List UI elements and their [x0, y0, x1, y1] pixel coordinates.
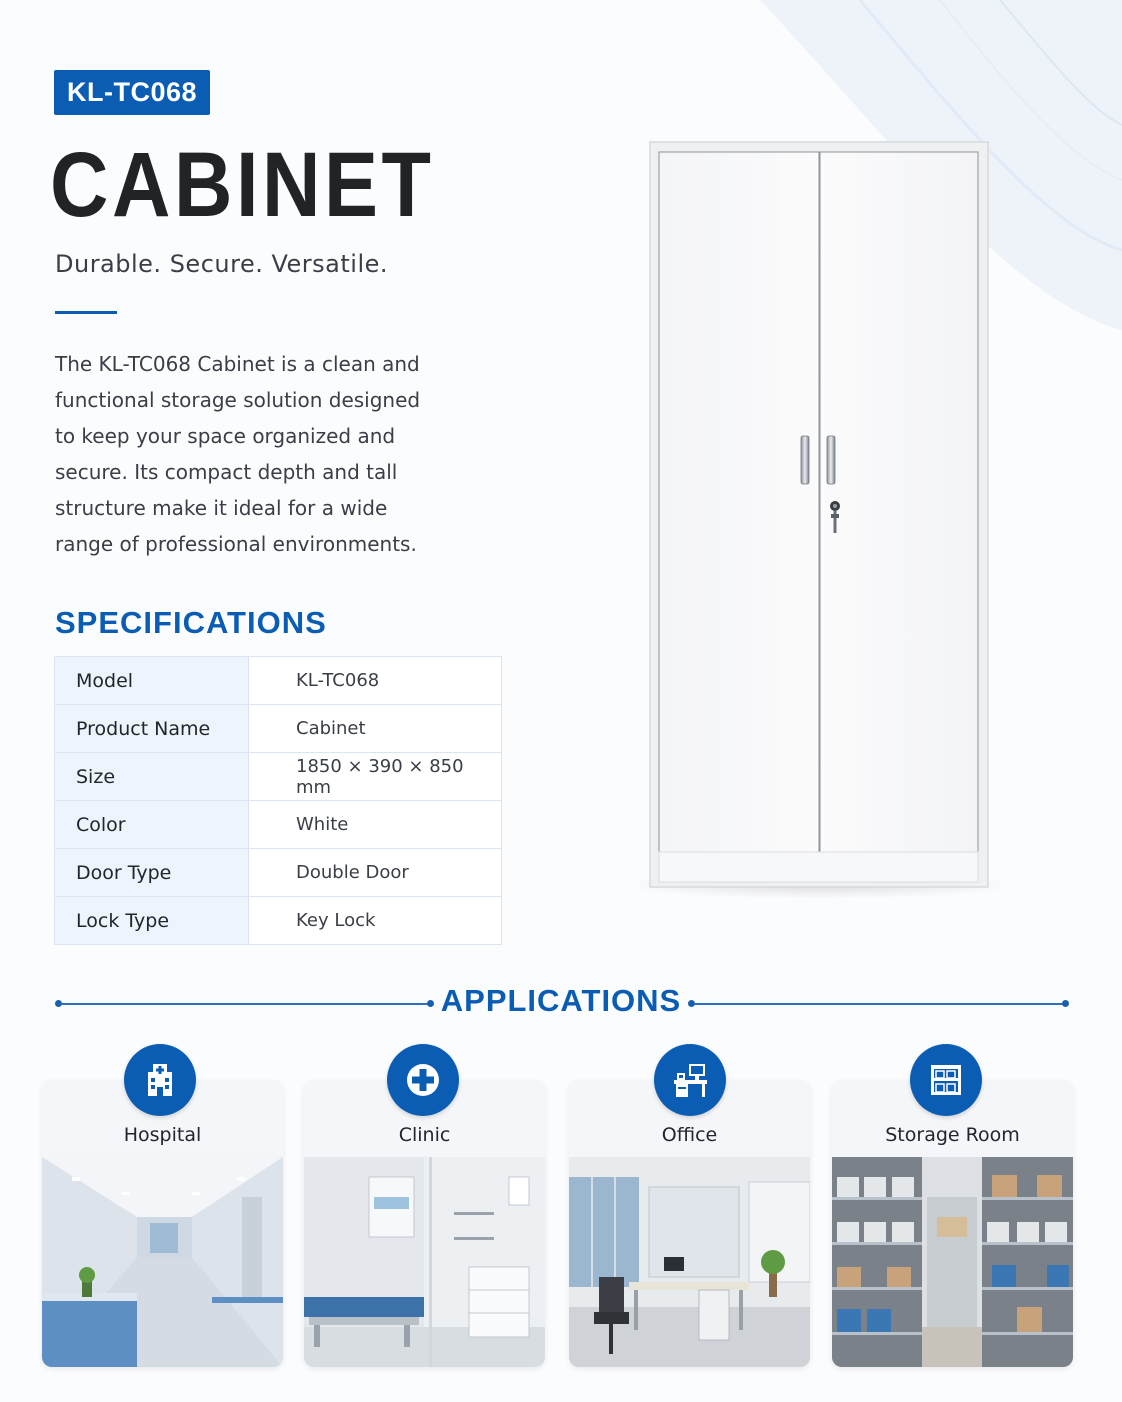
- divider-dot: [1062, 1000, 1069, 1007]
- spec-value: Double Door: [296, 862, 409, 883]
- spec-row: [55, 705, 501, 753]
- spec-value: Cabinet: [296, 718, 366, 739]
- spec-row: [55, 657, 501, 705]
- spec-row: [55, 801, 501, 849]
- spec-key: Model: [55, 657, 249, 704]
- spec-key: Product Name: [55, 705, 249, 752]
- medical-cross-icon: [387, 1044, 459, 1116]
- spec-key: Lock Type: [55, 897, 249, 944]
- spec-value: 1850 × 390 × 850 mm: [296, 755, 464, 798]
- office-desk-icon: [654, 1044, 726, 1116]
- hospital-icon: [124, 1044, 196, 1116]
- application-card-storage-room: [832, 1080, 1073, 1367]
- spec-value: KL-TC068: [296, 670, 380, 691]
- divider-line-right: [694, 1003, 1064, 1005]
- shelving-icon: [910, 1044, 982, 1116]
- spec-key: Color: [55, 801, 249, 848]
- accent-divider: [55, 311, 117, 314]
- spec-row: [55, 897, 501, 944]
- spec-key: Size: [55, 753, 249, 800]
- page-title: CABINET: [50, 134, 435, 236]
- spec-row: [55, 753, 501, 801]
- storage-room-photo: [832, 1157, 1073, 1367]
- application-card-clinic: [304, 1080, 545, 1367]
- application-label: Hospital: [123, 1124, 202, 1146]
- application-label: Clinic: [398, 1124, 451, 1146]
- application-label: Office: [661, 1124, 718, 1146]
- model-badge: KL-TC068: [54, 70, 210, 115]
- cabinet-illustration: [640, 140, 1000, 900]
- specifications-table: [54, 656, 502, 945]
- cabinet-product-image: [640, 140, 1000, 900]
- application-card-office: [569, 1080, 810, 1367]
- tagline: Durable. Secure. Versatile.: [55, 250, 388, 278]
- spec-row: [55, 849, 501, 897]
- application-card-hospital: [42, 1080, 283, 1367]
- spec-value: White: [296, 814, 349, 835]
- clinic-room-photo: [304, 1157, 545, 1367]
- applications-heading: APPLICATIONS: [440, 983, 682, 1018]
- spec-value: Key Lock: [296, 910, 376, 931]
- office-photo: [569, 1157, 810, 1367]
- spec-key: Door Type: [55, 849, 249, 896]
- application-label: Storage Room: [885, 1124, 1020, 1146]
- product-description: The KL-TC068 Cabinet is a clean and functional storage solution designed to keep your space organized and secure. Its compact depth and tall structure make it ideal for a wide range of professional environments.: [55, 352, 421, 556]
- specifications-heading: SPECIFICATIONS: [55, 605, 327, 640]
- hospital-corridor-photo: [42, 1157, 283, 1367]
